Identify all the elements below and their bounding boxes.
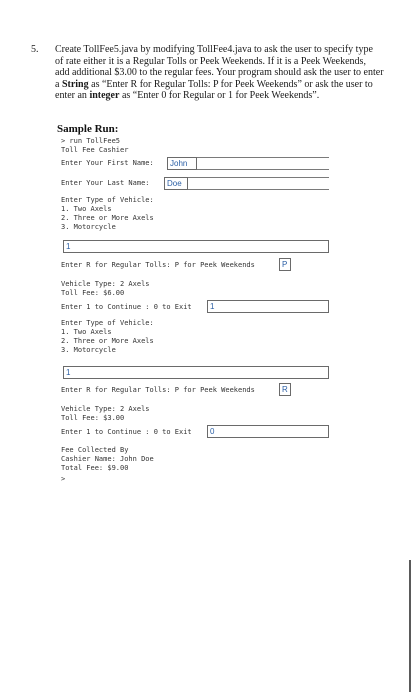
vehicle-menu-1: Enter Type of Vehicle: 1. Two Axels 2. Three or More Axels 3. Motorcycle	[61, 196, 154, 231]
problem-line: Create TollFee5.java by modifying TollFee4.java to ask the user to specify type	[55, 44, 373, 55]
vehicle-input-2[interactable]: 1	[63, 366, 329, 379]
input-line-bottom	[188, 189, 329, 190]
input-line-bottom	[197, 169, 329, 170]
continue-input-1[interactable]: 1	[207, 300, 329, 313]
problem-line: of rate either it is a Regular Tolls or Peek Weekends. If it is a Peek Weekends,	[55, 55, 366, 67]
input-line-top	[188, 177, 329, 178]
rate-prompt-1: Enter R for Regular Tolls: P for Peek Weekends	[61, 261, 255, 269]
continue-prompt-2: Enter 1 to Continue : 0 to Exit	[61, 428, 192, 436]
problem-line: enter an integer as “Enter 0 for Regular or 1 for Peek Weekends”.	[55, 90, 320, 102]
vehicle-input-1[interactable]: 1	[63, 240, 329, 253]
result-1: Vehicle Type: 2 Axels Toll Fee: $6.00	[61, 280, 150, 297]
first-name-input[interactable]: John	[167, 157, 197, 170]
first-name-prompt: Enter Your First Name:	[61, 159, 154, 167]
last-name-input[interactable]: Doe	[164, 177, 188, 190]
rate-prompt-2: Enter R for Regular Tolls: P for Peek Weekends	[61, 386, 255, 394]
emphasis-integer: integer	[89, 90, 120, 102]
input-line-top	[197, 157, 329, 158]
problem-statement	[55, 44, 411, 102]
sample-run-title: Sample Run:	[57, 123, 119, 135]
problem-line: add additional $3.00 to the regular fees. Your program should ask the user to enter	[55, 67, 384, 79]
result-2: Vehicle Type: 2 Axels Toll Fee: $3.00	[61, 405, 150, 422]
continue-prompt-1: Enter 1 to Continue : 0 to Exit	[61, 303, 192, 311]
fee-summary: Fee Collected By Cashier Name: John Doe Total Fee: $9.00	[61, 446, 154, 472]
console-cursor-prompt: >	[61, 475, 66, 483]
vertical-scrollbar[interactable]	[409, 560, 411, 692]
console-header: Toll Fee Cashier	[61, 146, 129, 154]
continue-input-2[interactable]: 0	[207, 425, 329, 438]
vehicle-menu-2: Enter Type of Vehicle: 1. Two Axels 2. Three or More Axels 3. Motorcycle	[61, 319, 154, 354]
run-command: > run TollFee5	[61, 137, 121, 145]
last-name-prompt: Enter Your Last Name:	[61, 179, 150, 187]
emphasis-string: String	[61, 78, 89, 90]
problem-line: a String as “Enter R for Regular Tolls: P for Peek Weekends” or ask the user to	[55, 78, 373, 90]
question-number: 5.	[31, 44, 39, 55]
rate-input-1[interactable]: P	[279, 258, 291, 271]
rate-input-2[interactable]: R	[279, 383, 291, 396]
